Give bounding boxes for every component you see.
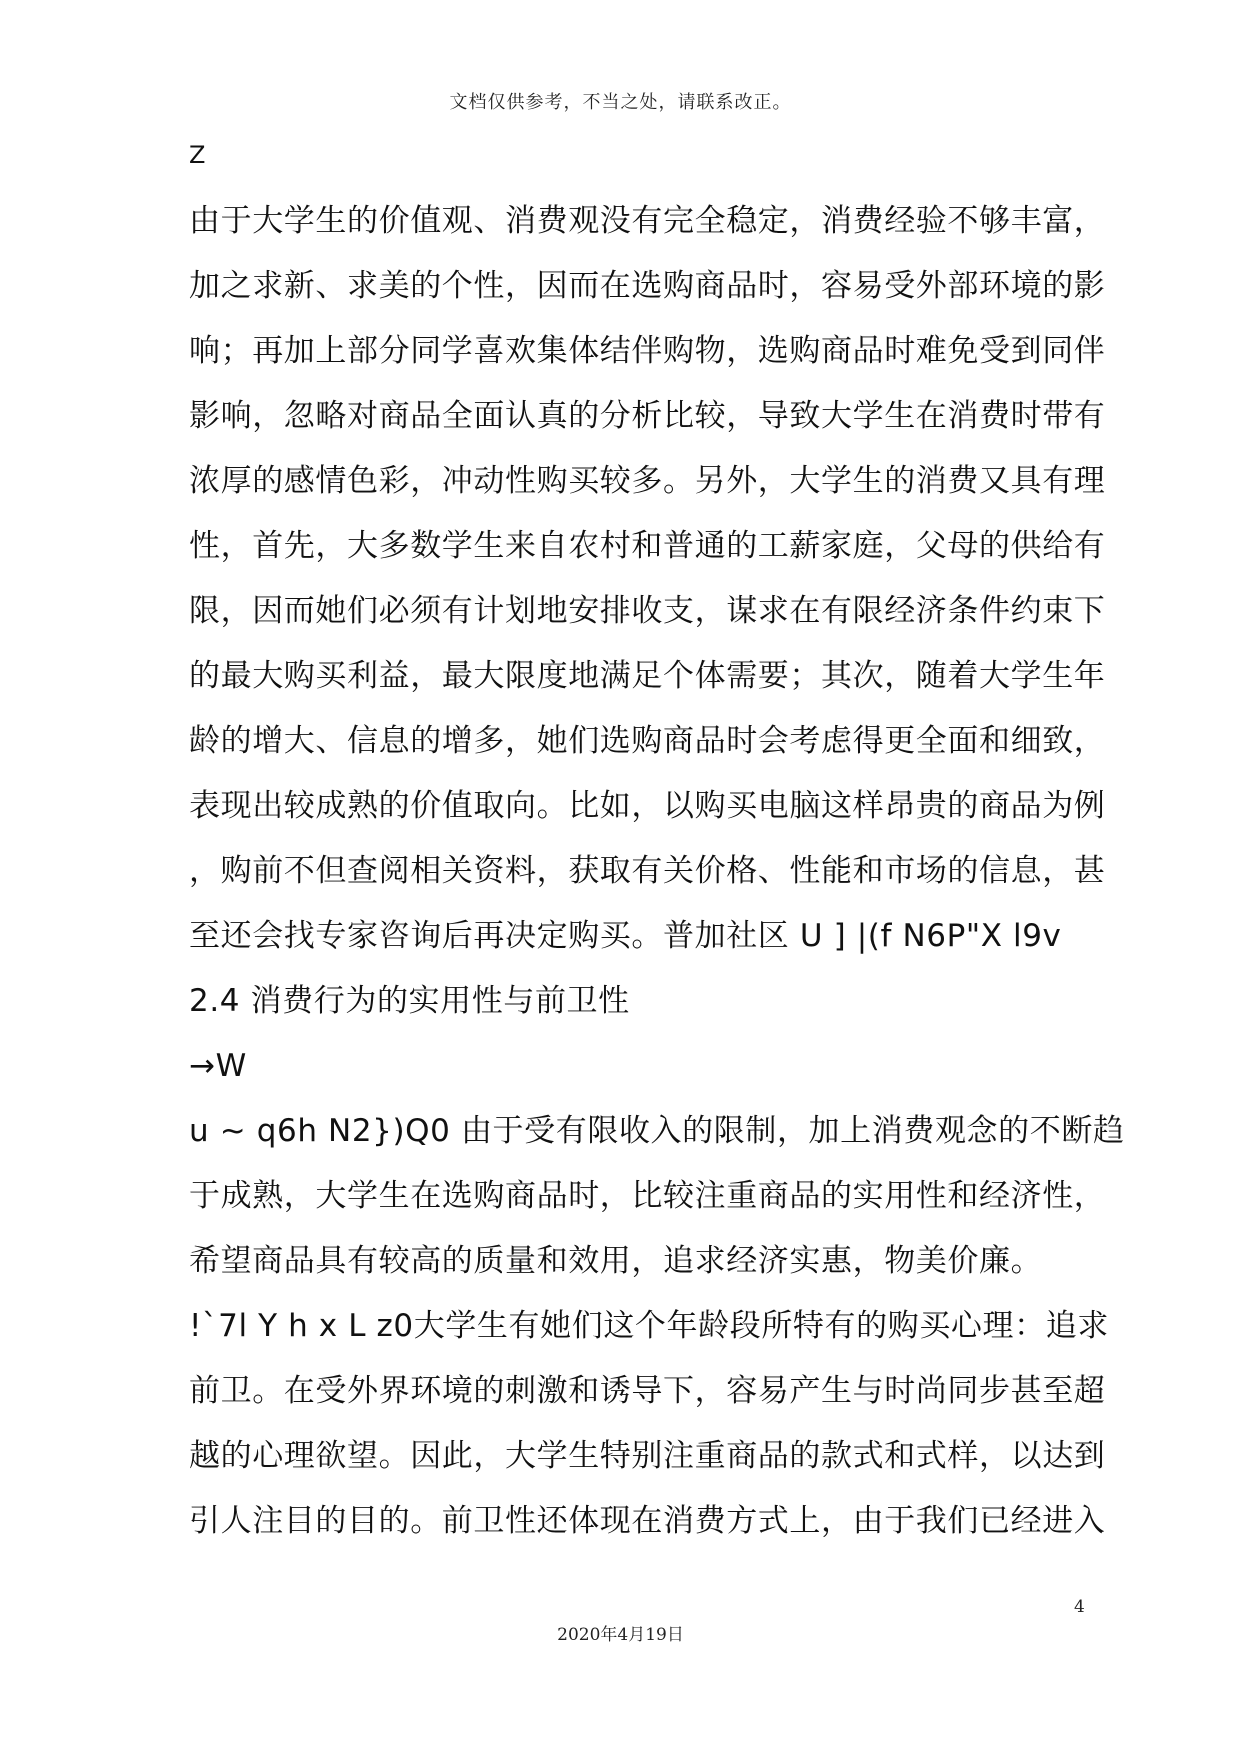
body-line: 表现出较成熟的价值取向。比如，以购买电脑这样昂贵的商品为例 [189, 788, 1106, 824]
body-line: 加之求新、求美的个性，因而在选购商品时，容易受外部环境的影 [189, 268, 1106, 304]
body-line: 于成熟，大学生在选购商品时，比较注重商品的实用性和经济性， [189, 1178, 1106, 1214]
body-line: 由于大学生的价值观、消费观没有完全稳定，消费经验不够丰富， [189, 203, 1106, 239]
body-line: 性，首先，大多数学生来自农村和普通的工薪家庭，父母的供给有 [189, 528, 1106, 564]
body-line: 浓厚的感情色彩，冲动性购买较多。另外，大学生的消费又具有理 [189, 463, 1106, 499]
body-line: ，购前不但查阅相关资料，获取有关价格、性能和市场的信息，甚 [189, 853, 1106, 889]
body-line: 越的心理欲望。因此，大学生特别注重商品的款式和式样，以达到 [189, 1438, 1106, 1474]
body-line: →W [189, 1048, 247, 1084]
body-line: 响；再加上部分同学喜欢集体结伴购物，选购商品时难免受到同伴 [189, 333, 1106, 369]
page-number: 4 [1074, 1597, 1085, 1617]
body-line: 限，因而她们必须有计划地安排收支，谋求在有限经济条件约束下 [189, 593, 1106, 629]
page-header-note: 文档仅供参考，不当之处，请联系改正。 [449, 92, 792, 113]
body-line: 希望商品具有较高的质量和效用，追求经济实惠，物美价廉。 [189, 1243, 1043, 1279]
section-heading: 2.4 消费行为的实用性与前卫性 [189, 983, 630, 1019]
footer-date: 2020年4月19日 [557, 1625, 684, 1645]
body-line: 龄的增大、信息的增多，她们选购商品时会考虑得更全面和细致， [189, 723, 1106, 759]
body-line: 引人注目的目的。前卫性还体现在消费方式上，由于我们已经进入 [189, 1503, 1106, 1539]
body-line: 至还会找专家咨询后再决定购买。普加社区 U ] |(f N6P"X l9v [189, 918, 1062, 954]
body-line: 影响，忽略对商品全面认真的分析比较，导致大学生在消费时带有 [189, 398, 1106, 434]
document-body [189, 135, 1125, 1554]
body-line: u ~ q6h N2})Q0 由于受有限收入的限制，加上消费观念的不断趋 [189, 1113, 1125, 1149]
body-line: !`7l Y h x L z0大学生有她们这个年龄段所特有的购买心理：追求 [189, 1308, 1109, 1344]
body-line: 的最大购买利益，最大限度地满足个体需要；其次，随着大学生年 [189, 658, 1106, 694]
body-line: Z [189, 141, 207, 169]
body-line: 前卫。在受外界环境的刺激和诱导下，容易产生与时尚同步甚至超 [189, 1373, 1106, 1409]
